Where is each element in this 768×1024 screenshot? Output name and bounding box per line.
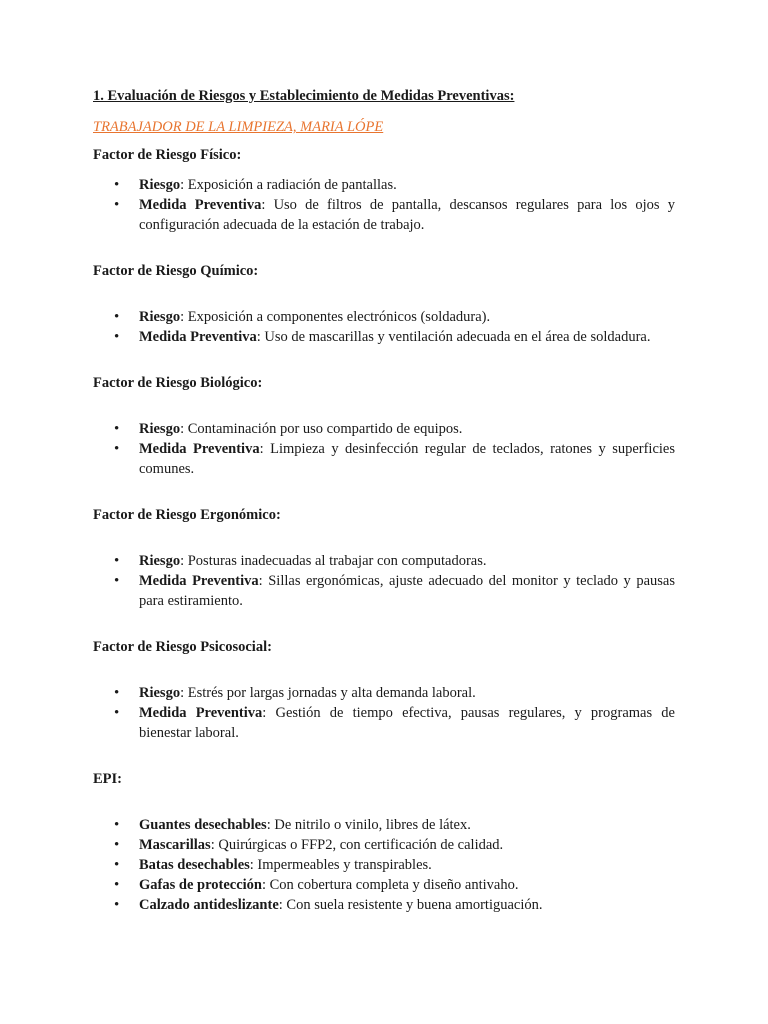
- item-term: Calzado antideslizante: [139, 897, 279, 913]
- list-item: [93, 175, 675, 195]
- list-item: [93, 875, 675, 895]
- section-heading-ergonomico: Factor de Riesgo Ergonómico:: [93, 507, 281, 523]
- item-text: : Exposición a componentes electrónicos (soldadura).: [180, 309, 491, 325]
- list-item: [93, 571, 675, 611]
- list-item: [93, 895, 675, 915]
- section-heading-epi: EPI:: [93, 771, 122, 787]
- section-heading-fisico: Factor de Riesgo Físico:: [93, 147, 242, 163]
- list-psicosocial: [93, 683, 675, 743]
- item-term: Medida Preventiva: [139, 573, 259, 589]
- list-epi: [93, 815, 675, 915]
- item-text: : Con cobertura completa y diseño antivaho.: [261, 877, 519, 893]
- document-subtitle: TRABAJADOR DE LA LIMPIEZA, MARIA LÓPE: [93, 119, 384, 135]
- section-heading-psicosocial: Factor de Riesgo Psicosocial:: [93, 639, 272, 655]
- item-term: Riesgo: [139, 177, 181, 193]
- item-text: : Estrés por largas jornadas y alta demanda laboral.: [180, 685, 476, 701]
- item-term: Riesgo: [139, 685, 181, 701]
- item-text: : Gestión de tiempo efectiva, pausas regulares, y programas de bienestar laboral.: [139, 705, 675, 741]
- item-term: Batas desechables: [139, 857, 250, 873]
- document-title: 1. Evaluación de Riesgos y Establecimiento de Medidas Preventivas:: [93, 88, 515, 104]
- list-item: [93, 683, 675, 703]
- list-item: [93, 307, 675, 327]
- list-item: [93, 419, 675, 439]
- item-text: : Con suela resistente y buena amortiguación.: [278, 897, 543, 913]
- item-text: : Uso de mascarillas y ventilación adecuada en el área de soldadura.: [256, 329, 651, 345]
- section-heading-quimico: Factor de Riesgo Químico:: [93, 263, 259, 279]
- list-item: [93, 835, 675, 855]
- item-text: : Uso de filtros de pantalla, descansos regulares para los ojos y configuración adecuada de la estación de trabajo.: [139, 197, 675, 233]
- item-term: Medida Preventiva: [139, 705, 263, 721]
- list-item: [93, 703, 675, 743]
- list-item: [93, 815, 675, 835]
- item-text: : Contaminación por uso compartido de equipos.: [180, 421, 463, 437]
- list-fisico: [93, 175, 675, 235]
- item-text: : Exposición a radiación de pantallas.: [180, 177, 397, 193]
- item-term: Medida Preventiva: [139, 441, 260, 457]
- item-term: Gafas de protección: [139, 877, 262, 893]
- item-term: Medida Preventiva: [139, 197, 262, 213]
- item-text: : Impermeables y transpirables.: [249, 857, 432, 873]
- item-text: : Posturas inadecuadas al trabajar con computadoras.: [180, 553, 487, 569]
- document-body: [93, 86, 675, 915]
- item-term: Mascarillas: [139, 837, 211, 853]
- list-quimico: [93, 307, 675, 347]
- item-term: Riesgo: [139, 553, 181, 569]
- item-text: : Limpieza y desinfección regular de teclados, ratones y superficies comunes.: [139, 441, 676, 477]
- list-item: [93, 551, 675, 571]
- item-text: : De nitrilo o vinilo, libres de látex.: [266, 817, 471, 833]
- item-term: Riesgo: [139, 421, 181, 437]
- list-biologico: [93, 419, 675, 479]
- list-ergonomico: [93, 551, 675, 611]
- item-term: Guantes desechables: [139, 817, 267, 833]
- item-term: Medida Preventiva: [139, 329, 257, 345]
- list-item: [93, 195, 675, 235]
- list-item: [93, 439, 675, 479]
- list-item: [93, 327, 675, 347]
- list-item: [93, 855, 675, 875]
- item-text: : Sillas ergonómicas, ajuste adecuado del monitor y teclado y pausas para estiramiento.: [139, 573, 676, 609]
- item-text: : Quirúrgicas o FFP2, con certificación de calidad.: [210, 837, 504, 853]
- item-term: Riesgo: [139, 309, 181, 325]
- section-heading-biologico: Factor de Riesgo Biológico:: [93, 375, 263, 391]
